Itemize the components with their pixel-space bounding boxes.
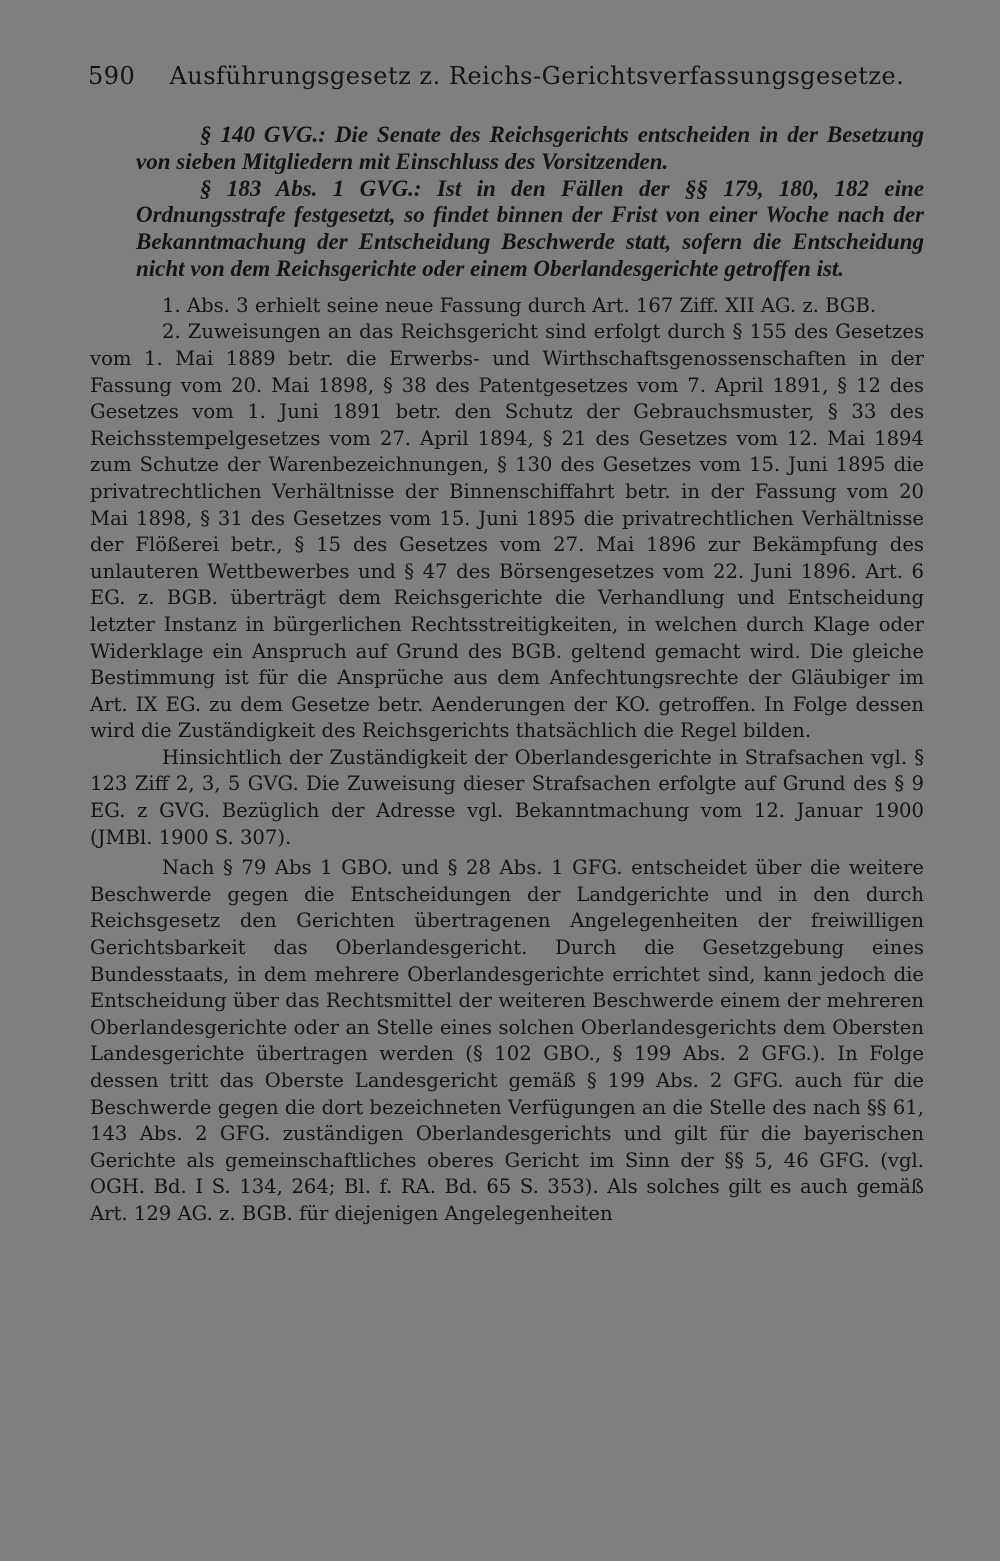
note-2: 2. Zuweisungen an das Reichsgericht sind erfolgt durch § 155 des Gesetzes vom 1. Mai 1889 betr. die Erwerbs- und Wirthschaftsgenossenschaften in der Fassung vom 20. Mai 1898, § 38 des Patentgesetzes vom 7. April 1891, § 12 des Gesetzes vom 1. Juni 1891 betr. den Schutz der Gebrauchsmuster, § 33 des Reichsstempelgesetzes vom 27. April 1894, § 21 des Gesetzes vom 12. Mai 1894 zum Schutze der Warenbezeichnungen, § 130 des Gesetzes vom 15. Juni 1895 die privatrechtlichen Verhältnisse der Binnenschiffahrt betr. in der Fassung vom 20 Mai 1898, § 31 des Gesetzes vom 15. Juni 1895 die privatrechtlichen Verhältnisse der Flößerei betr., § 15 des Gesetzes vom 27. Mai 1896 zur Bekämpfung des unlauteren Wettbewerbes und § 47 des Börsengesetzes vom 22. Juni 1896. Art. 6 EG. z. BGB. überträgt dem Reichsgerichte die Verhandlung und Entscheidung letzter Instanz in bürgerlichen Rechtsstreitigkeiten, in welchen durch Klage oder Widerklage ein Anspruch auf Grund des BGB. geltend gemacht wird. Die gleiche Bestimmung ist für die Ansprüche aus dem Anfechtungsrechte der Gläubiger im Art. IX EG. zu dem Gesetze betr. Aenderungen der KO. getroffen. In Folge dessen wird die Zuständigkeit des Reichsgerichts thatsächlich die Regel bilden. (90, 320, 924, 743)
quote-gvg-140: § 140 GVG.: Die Senate des Reichsgerichts entscheiden in der Besetzung von sieben Mitgliedern mit Einschluss des Vorsitzenden. (136, 122, 924, 174)
page-number: 590 (88, 62, 136, 90)
note-strafsachen: Hinsichtlich der Zuständigkeit der Oberlandesgerichte in Strafsachen vgl. § 123 Ziff 2, 3, 5 GVG. Die Zuweisung dieser Strafsachen erfolgte auf Grund des § 9 EG. z GVG. Bezüglich der Adresse vgl. Bekanntmachung vom 12. Januar 1900 (JMBl. 1900 S. 307). (90, 745, 924, 849)
quote-gvg-183: § 183 Abs. 1 GVG.: Ist in den Fällen der §§ 179, 180, 182 eine Ordnungsstrafe festgesetzt, so findet binnen der Frist von einer Woche nach der Bekanntmachung der Entscheidung Beschwerde statt, sofern die Entscheidung nicht von dem Reichsgerichte oder einem Oberlandesgerichte getroffen ist. (136, 175, 924, 281)
running-title: Ausführungsgesetz z. Reichs-Gerichtsverfassungsgesetze. (169, 62, 905, 90)
page-body (90, 122, 924, 1228)
note-weitere-beschwerde: Nach § 79 Abs 1 GBO. und § 28 Abs. 1 GFG. entscheidet über die weitere Beschwerde gegen die Entscheidungen der Landgerichte und in den durch Reichsgesetz den Gerichten übertragenen Angelegenheiten der freiwilligen Gerichtsbarkeit das Oberlandesgericht. Durch die Gesetzgebung eines Bundesstaats, in dem mehrere Oberlandesgerichte errichtet sind, kann jedoch die Entscheidung über das Rechtsmittel der weiteren Beschwerde einem der mehreren Oberlandesgerichte oder an Stelle eines solchen Oberlandesgerichts dem Obersten Landesgerichte übertragen werden (§ 102 GBO., § 199 Abs. 2 GFG.). In Folge dessen tritt das Oberste Landesgericht gemäß § 199 Abs. 2 GFG. auch für die Beschwerde gegen die dort bezeichneten Verfügungen an die Stelle des nach §§ 61, 143 Abs. 2 GFG. zuständigen Oberlandesgerichts und gilt für die bayerischen Gerichte als gemeinschaftliches oberes Gericht im Sinn der §§ 5, 46 GFG. (vgl. OGH. Bd. I S. 134, 264; Bl. f. RA. Bd. 65 S. 353). Als solches gilt es auch gemäß Art. 129 AG. z. BGB. für diejenigen Angelegenheiten (90, 856, 924, 1225)
note-1: 1. Abs. 3 erhielt seine neue Fassung durch Art. 167 Ziff. XII AG. z. BGB. (162, 293, 877, 317)
quoted-statutes (90, 122, 924, 283)
running-header (88, 62, 928, 90)
